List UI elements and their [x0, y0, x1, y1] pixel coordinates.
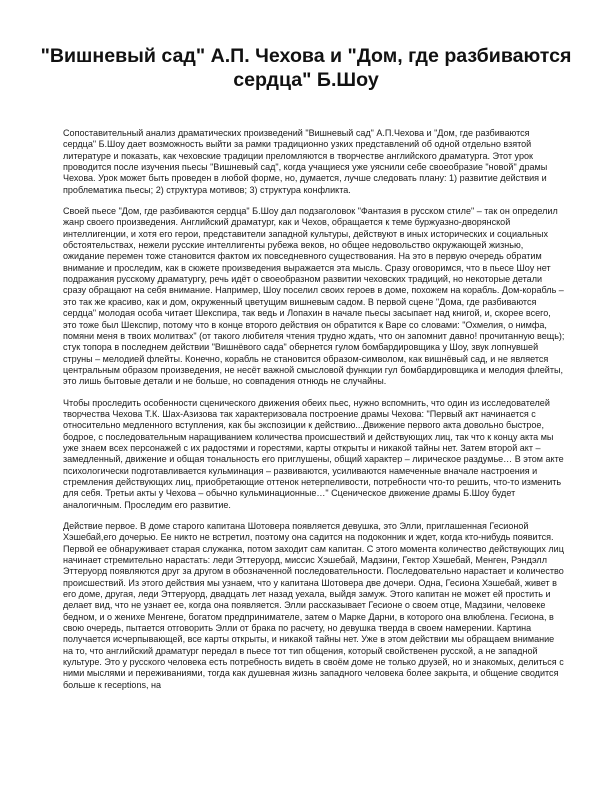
- document-body: [63, 128, 565, 691]
- paragraph-stage-movement: Чтобы проследить особенности сценического движения обеих пьес, нужно вспомнить, что один из исследователей творчества Чехова Т.К. Шах-Азизова так характеризовала построение драмы Чехова: "Первый акт начинается с относительно медленного вступления, как бы экспозиции к действию...Движение первого акта довольно быстрое, бодрое, с последовательным наращиванием количества происшествий и действующих лиц, так что к концу акта мы уже знаем всех персонажей с их радостями и горестями, карты открыты и никакой тайны нет. Затем второй акт – замедленный, движение и общая тональность его приглушены, общий характер – лирическое раздумье… В этом акте психологически подготавливается кульминация – развиваются, усиливаются намеченные вначале настроения и стремления действующих лиц, приобретающие оттенок нетерпеливости, потребности что-то решить, что-то изменить для себя. Третьи акты у Чехова – обычно кульминационные…" Сценическое движение драмы Б.Шоу будет аналогичным. Проследим его развитие.: [63, 397, 564, 510]
- paragraph-intro: Сопоставительный анализ драматических произведений "Вишневый сад" А.П.Чехова и "Дом, где разбиваются сердца" Б.Шоу дает возможность выйти за рамки традиционно узких представлений об одной отдельно взятой литературе и показать, как чеховские традиции преломляются в творчестве английского драматурга. Этот урок проводится после изучения пьесы "Вишневый сад", когда учащиеся уже уяснили себе своеобразие "новой" драмы Чехова. Урок может быть проведен в любой форме, но, думается, лучше следовать плану: 1) развитие действия и проблематика пьесы; 2) структура мотивов; 3) структура конфликта.: [63, 128, 548, 195]
- paragraph-act-one: Действие первое. В доме старого капитана Шотовера появляется девушка, это Элли, приглашенная Гесионой Хэшебай,его дочерью. Ее никто не встретил, поэтому она садится на подоконник и ждет, когда кто-нибудь появится. Первой ее обнаруживает старая служанка, потом заходит сам капитан. С этого момента количество действующих лиц начинает стремительно нарастать: леди Эттеруорд, миссис Хэшебай, Мадзини, Гектор Хэшебай, Менген, Рэндэлл Эттеруорд появляются друг за другом в обозначенной последовательности. Последовательно нарастает и количество происшествий. Из этого действия мы узнаем, что у капитана Шотовера две дочери. Одна, Гесиона Хэшебай, живет в его доме, другая, леди Эттеруорд, двадцать лет назад уехала, выйдя замуж. Этого капитан не может ей простить и делает вид, что не узнает ее, когда она появляется. Элли рассказывает Гесионе о своем отце, Мадзини, человеке бедном, и о женихе Менгене, богатом предпринимателе, затем о Марке Дарни, в которого она влюблена. Гесиона, в свою очередь, пытается отговорить Элли от брака по расчету, но девушка тверда в своем намерении. Картина получается исчерпывающей, все карты открыты, и никакой тайны нет. Уже в этом действии мы обращаем внимание на то, что английский драматург передал в пьесе тот тип общения, который свойственен русской, а не западной культуре. Это у русского человека есть потребность видеть в своём доме не только друзей, но и знакомых, делиться с ними мыслями и переживаниями, тогда как душевная жизнь западного человека более закрыта, и общение сводится больше к receptions, на: [63, 521, 564, 690]
- document-title: "Вишневый сад" А.П. Чехова и "Дом, где разбиваются сердца" Б.Шоу: [40, 45, 572, 91]
- paragraph-genre: Своей пьесе "Дом, где разбиваются сердца" Б.Шоу дал подзаголовок "Фантазия в русском стиле" – так он определил жанр своего произведения. Английский драматург, как и Чехов, обращается к теме буржуазно-дворянской интеллигенции, и хотя его герои, представители западной культуры, действуют в иных исторических и социальных обстоятельствах, нежели русские интеллигенты рубежа веков, но общее недовольство окружающей жизнью, ожидание перемен тоже становится фактом их повседневного существования. На это в первую очередь обратим внимание и проследим, как в сюжете произведения выражается эта мысль. Сразу оговоримся, что в пьесе Шоу нет подражания русскому драматургу, речь идёт о своеобразном развитии чеховских традиций, но некоторые детали сразу обращают на себя внимание. Например, Шоу поселил своих героев в доме, похожем на корабль. Дом-корабль – это так же красиво, как и дом, окруженный цветущим вишневым садом. В первой сцене "Дома, где разбиваются сердца" молодая особа читает Шекспира, так ведь и Лопахин в начале пьесы засыпает над книгой, и, скорее всего, это тоже был Шекспир, потому что в конце второго действия он обратится к Варе со словами: "Охмелия, о нимфа, помяни меня в твоих молитвах" (от такого любителя чтения трудно ждать, что он запомнит давно! прочитанную вещь); стук топора в последнем действии "Вишнёвого сада" обернется гулом бомбардировщика у Шоу, звук лопнувшей струны – мелодией флейты. Конечно, корабль не становится образом-символом, как вишнёвый сад, и не является центральным образом произведения, не несёт важной смысловой функции гул бомбардировщика и мелодия флейты, это лишь бытовые детали и не больше, но совпадения отнюдь не случайны.: [63, 206, 565, 387]
